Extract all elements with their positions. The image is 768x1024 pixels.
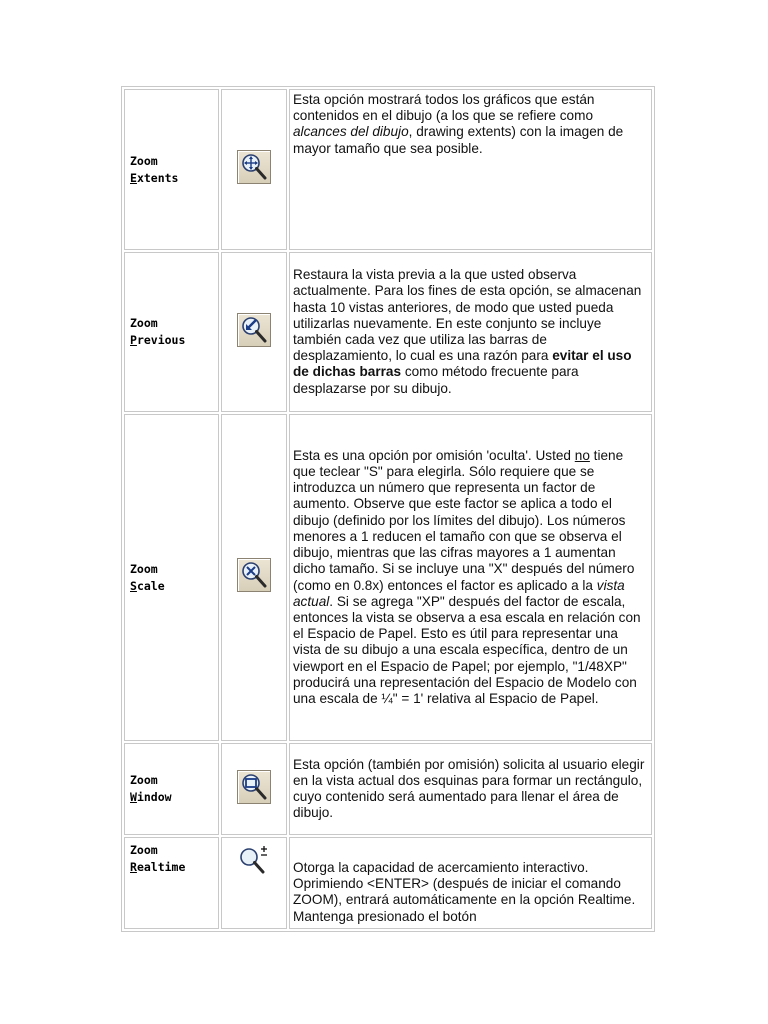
command-name-rest: cale	[136, 578, 165, 593]
command-name-line2	[130, 859, 218, 876]
zoom-previous-icon	[237, 313, 271, 347]
command-name-cell	[124, 252, 219, 412]
description-cell	[289, 89, 652, 250]
command-name-cell	[124, 414, 219, 741]
command-name-cell	[124, 89, 219, 250]
command-name-rest: ealtime	[136, 860, 186, 874]
description-text: Esta es una opción por omisión 'oculta'. Usted	[293, 447, 575, 463]
table-row	[124, 89, 652, 250]
command-name-line1: Zoom	[130, 773, 158, 787]
icon-cell	[221, 252, 287, 412]
command-name-rest: indow	[136, 790, 172, 804]
description-text: . Si se agrega "XP" después del factor de escala, entonces la vista se observa a esa escala en relación con el Espacio de Papel. Esto es útil para representar una vista de su dibujo a una escala específica, dentro de un viewport en el Espacio de Papel; por ejemplo, "1/48XP" producirá una representación del Espacio de Modelo con una escala de ¼" = 1' relativa al Espacio de Papel.	[293, 593, 641, 706]
table-row	[124, 252, 652, 412]
command-name-cell	[124, 837, 219, 929]
zoom-window-icon	[237, 770, 271, 804]
description-cell	[289, 837, 652, 929]
description-text: Otorga la capacidad de acercamiento interactivo. Oprimiendo <ENTER> (después de iniciar el comando ZOOM), entrará automáticamente en la opción Realtime. Mantenga presionado el botón	[293, 860, 636, 924]
description-italic: alcances del dibujo	[293, 124, 409, 140]
command-name-line1: Zoom	[130, 843, 158, 857]
command-name-cell	[124, 743, 219, 835]
command-name-line1: Zoom	[130, 153, 158, 168]
description-cell	[289, 743, 652, 835]
description-text: Esta opción (también por omisión) solicita al usuario elegir en la vista actual dos esquinas para formar un rectángulo, cuyo contenido será aumentado para llenar el área de dibujo.	[293, 756, 645, 821]
zoom-extents-icon	[237, 150, 271, 184]
command-name-line1: Zoom	[130, 316, 158, 330]
description-cell	[289, 252, 652, 412]
description-text: Restaura la vista previa a la que usted observa actualmente. Para los fines de esta opción, se almacenan hasta 10 vistas anteriores, de modo que usted pueda utilizarlas nuevamente. En este conjunto se incluye también cada vez que utiliza las barras de desplazamiento, lo cual es una razón para	[293, 267, 642, 364]
command-name-line2	[130, 789, 218, 806]
command-name-line2	[130, 332, 218, 349]
command-name-line2	[130, 170, 218, 187]
description-cell	[289, 414, 652, 741]
icon-cell	[221, 837, 287, 929]
description-text: tiene que teclear "S" para elegirla. Sólo requiere que se introduzca un número que representa un factor de aumento. Observe que este factor se aplica a todo el dibujo (definido por los límites del dibujo). Los números menores a 1 reducen el tamaño con que se observa el dibujo, mientras que las cifras mayores a 1 aumentan dicho tamaño. Si se incluye una "X" después del número (como en 0.8x) entonces el factor es aplicado a la	[293, 447, 635, 593]
table-row	[124, 743, 652, 835]
description-text: , drawing extents) con la imagen de mayor tamaño que sea posible.	[293, 124, 624, 156]
table-row	[124, 414, 652, 741]
command-shortcut-key: P	[130, 333, 137, 347]
zoom-scale-icon	[237, 558, 271, 592]
icon-cell	[221, 414, 287, 741]
command-name-rest: revious	[136, 333, 186, 347]
command-name-rest: xtents	[136, 170, 179, 185]
zoom-options-table	[121, 86, 655, 932]
icon-cell	[221, 743, 287, 835]
description-underline: no	[574, 447, 590, 463]
command-shortcut-key: R	[130, 860, 137, 874]
command-name-line2	[130, 578, 218, 595]
command-shortcut-key: S	[130, 578, 137, 593]
command-name-line1: Zoom	[130, 561, 158, 576]
command-shortcut-key: W	[130, 790, 137, 804]
description-bold: evitar el uso de dichas barras	[293, 348, 632, 380]
command-shortcut-key: E	[130, 170, 137, 185]
table-row	[124, 837, 652, 929]
icon-cell	[221, 89, 287, 250]
description-italic: vista actual	[293, 577, 625, 609]
description-text: como método frecuente para desplazarse por su dibujo.	[293, 364, 579, 396]
zoom-realtime-icon	[237, 844, 271, 878]
description-text: Esta opción mostrará todos los gráficos que están contenidos en el dibujo (a los que se refiere como	[293, 92, 595, 124]
